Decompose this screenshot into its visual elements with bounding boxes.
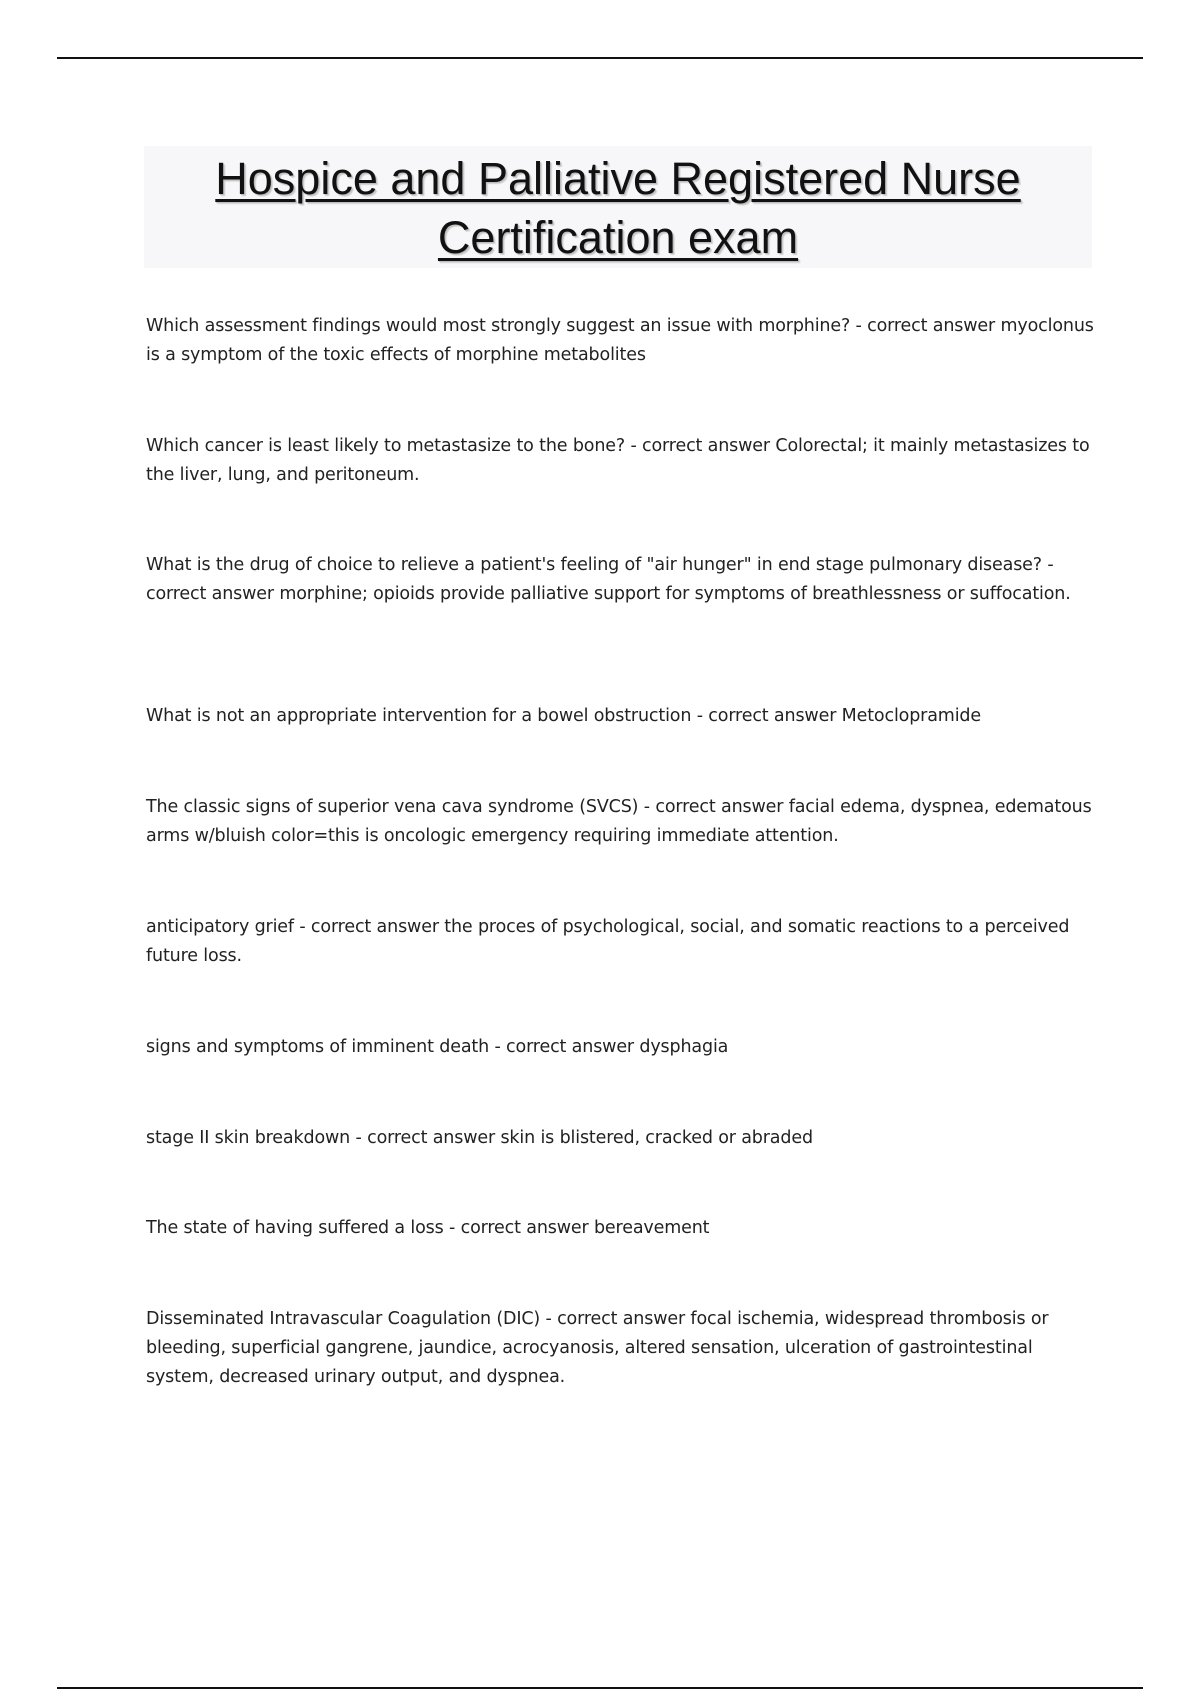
qa-item: What is the drug of choice to relieve a patient's feeling of "air hunger" in end stage pulmonary disease? - correct answer morphine; opioids provide palliative support for symptoms of breathlessness or suffocation. [146, 555, 1071, 604]
qa-item: anticipatory grief - correct answer the proces of psychological, social, and somatic reactions to a perceived future loss. [146, 917, 1070, 966]
qa-item: signs and symptoms of imminent death - correct answer dysphagia [146, 1037, 729, 1057]
qa-item: Which assessment findings would most strongly suggest an issue with morphine? - correct answer myoclonus is a symptom of the toxic effects of morphine metabolites [146, 316, 1094, 365]
qa-item: Which cancer is least likely to metastasize to the bone? - correct answer Colorectal; it mainly metastasizes to the liver, lung, and peritoneum. [146, 436, 1090, 485]
document-title [144, 149, 1092, 267]
qa-item: The classic signs of superior vena cava syndrome (SVCS) - correct answer facial edema, dyspnea, edematous arms w/bluish color=this is oncologic emergency requiring immediate attention. [146, 797, 1092, 846]
qa-item: What is not an appropriate intervention for a bowel obstruction - correct answer Metoclopramide [146, 706, 981, 726]
footer-rule [57, 1687, 1143, 1689]
title-line-1: Hospice and Palliative Registered Nurse [215, 153, 1021, 204]
qa-item: The state of having suffered a loss - correct answer bereavement [146, 1218, 710, 1238]
qa-item: Disseminated Intravascular Coagulation (DIC) - correct answer focal ischemia, widespread thrombosis or bleeding, superficial gangrene, jaundice, acrocyanosis, altered sensation, ulceration of gastrointestinal system, decreased urinary output, and dyspnea. [146, 1309, 1049, 1387]
title-line-2: Certification exam [437, 212, 799, 263]
title-banner [144, 146, 1092, 268]
qa-item: stage II skin breakdown - correct answer skin is blistered, cracked or abraded [146, 1128, 813, 1148]
header-rule [57, 57, 1143, 59]
